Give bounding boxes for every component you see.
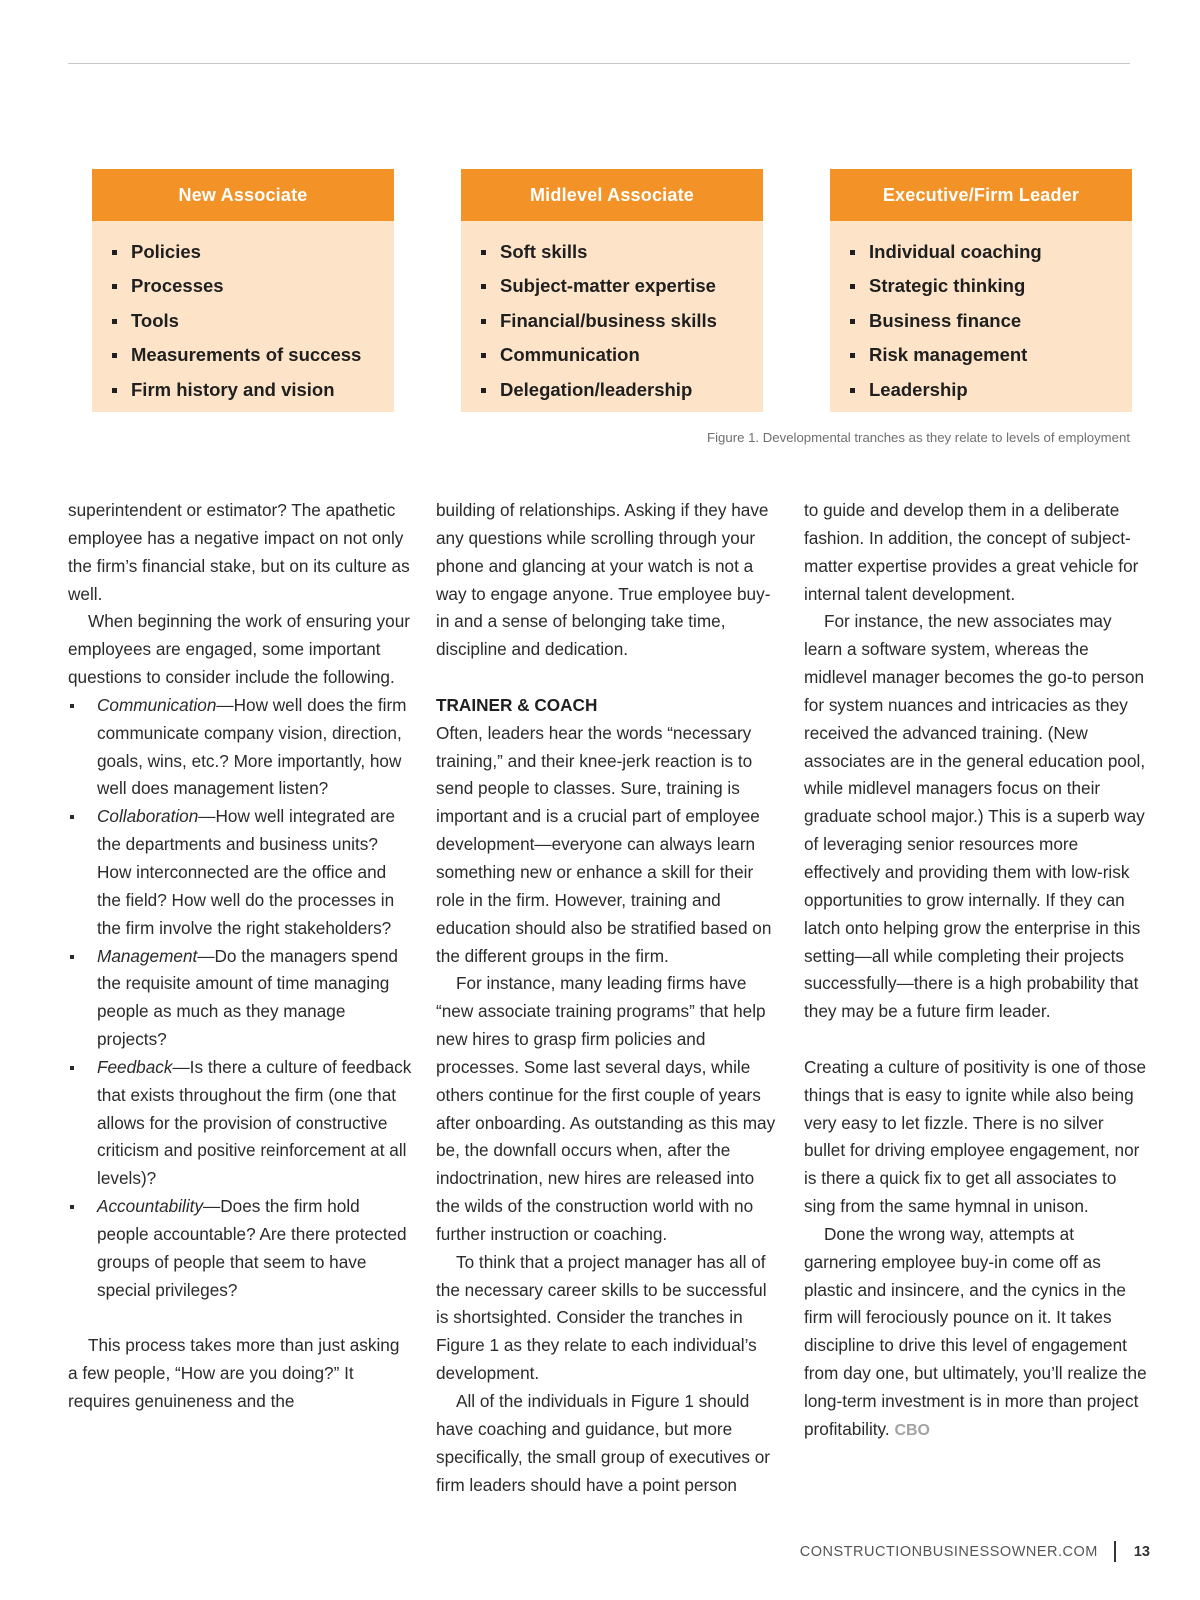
tier-item: Communication (481, 338, 763, 372)
tier-box-executive-leader (830, 169, 1132, 412)
question-bullet (68, 692, 413, 803)
bullet-text: —How well integrated are the departments and business units? How interconnected are the office and the field? How well do the processes in the firm involve the right stakeholders? (97, 806, 396, 938)
bullet-text: —How well does the firm communicate company vision, direction, goals, wins, etc.? More importantly, how well does management listen? (97, 694, 407, 799)
tier-title: New Associate (92, 169, 394, 221)
bullet-term: Communication (97, 694, 217, 715)
paragraph: To think that a project manager has all of the necessary career skills to be successful is shortsighted. Consider the tranches in Figure 1 as they relate to each individual’s development. (436, 1251, 767, 1384)
bullet-text: —Is there a culture of feedback that exists throughout the firm (one that allows for the provision of constructive criticism and positive reinforcement at all levels)? (97, 1056, 412, 1189)
section-heading: TRAINER & COACH (436, 694, 598, 715)
tier-item: Soft skills (481, 235, 763, 269)
spacer (804, 1026, 1149, 1054)
paragraph: All of the individuals in Figure 1 should have coaching and guidance, but more specifically, the small group of executives or firm leaders should have a point person (436, 1391, 771, 1495)
bullet-term: Collaboration (97, 806, 199, 827)
spacer (436, 664, 781, 692)
paragraph: Creating a culture of positivity is one of those things that is easy to ignite while also being very easy to let fizzle. There is no silver bullet for driving employee engagement, nor is there a quick fix to get all associates to sing from the same hymnal in unison. (804, 1056, 1147, 1217)
tier-item: Policies (112, 235, 394, 269)
text-column-2 (436, 497, 781, 1499)
tier-item: Strategic thinking (850, 269, 1132, 303)
tier-item: Tools (112, 304, 394, 338)
tier-title: Executive/Firm Leader (830, 169, 1132, 221)
paragraph: to guide and develop them in a deliberate fashion. In addition, the concept of subject-matter expertise provides a great vehicle for internal talent development. (804, 500, 1139, 604)
question-bullet (68, 803, 413, 942)
tier-item: Business finance (850, 304, 1132, 338)
tier-item: Leadership (850, 373, 1132, 407)
footer-divider (1114, 1541, 1116, 1562)
top-rule (68, 63, 1130, 64)
tier-item: Risk management (850, 338, 1132, 372)
tier-item: Processes (112, 269, 394, 303)
tier-title: Midlevel Associate (461, 169, 763, 221)
tier-list (830, 221, 1132, 407)
paragraph: Often, leaders hear the words “necessary training,” and their knee-jerk reaction is to send people to classes. Sure, training is important and is a crucial part of employee development—everyone can always learn something new or enhance a skill for their role in the firm. However, training and education should also be stratified based on the different groups in the firm. (436, 722, 772, 966)
question-bullet (68, 943, 413, 1054)
bullet-text: —Do the managers spend the requisite amount of time managing people as much as they manage projects? (97, 945, 398, 1050)
paragraph: superintendent or estimator? The apathetic employee has a negative impact on not only the firm’s financial stake, but on its culture as well. (68, 500, 410, 604)
tier-item: Delegation/leadership (481, 373, 763, 407)
tier-box-midlevel-associate (461, 169, 763, 412)
tier-list (461, 221, 763, 407)
bullet-term: Feedback (97, 1056, 173, 1077)
bullet-term: Management (97, 945, 198, 966)
text-column-3 (804, 497, 1149, 1445)
figure-caption: Figure 1. Developmental tranches as they relate to levels of employment (707, 430, 1130, 445)
tier-item: Individual coaching (850, 235, 1132, 269)
bullet-term: Accountability (97, 1196, 204, 1217)
text-column-1 (68, 497, 413, 1416)
question-bullet (68, 1054, 413, 1193)
cbo-signoff: CBO (894, 1421, 930, 1439)
paragraph-text: Done the wrong way, attempts at garnering employee buy-in come off as plastic and insincere, and the cynics in the firm will ferociously pounce on it. It takes discipline to drive this level of engagement from day one, but ultimately, you’ll realize the long-term investment is in more than project profitability. (804, 1223, 1147, 1439)
page-number: 13 (1133, 1543, 1150, 1560)
paragraph (804, 1221, 1149, 1445)
question-bullet (68, 1193, 413, 1304)
paragraph: For instance, many leading firms have “new associate training programs” that help new hires to grasp firm policies and processes. Some last several days, while others continue for the first couple of years after onboarding. As outstanding as this may be, the downfall occurs when, after the indoctrination, new hires are released into the wilds of the construction world with no further instruction or coaching. (436, 973, 776, 1244)
paragraph: When beginning the work of ensuring your employees are engaged, some important questions to consider include the following. (68, 611, 410, 688)
paragraph: building of relationships. Asking if they have any questions while scrolling through your phone and glancing at your watch is not a way to engage anyone. True employee buy-in and a sense of belonging take time, discipline and dedication. (436, 500, 771, 660)
tier-list (92, 221, 394, 407)
tier-box-new-associate (92, 169, 394, 412)
tier-item: Financial/business skills (481, 304, 763, 338)
tier-item: Subject-matter expertise (481, 269, 763, 303)
tier-item: Firm history and vision (112, 373, 394, 407)
paragraph: For instance, the new associates may learn a software system, whereas the midlevel manager becomes the go-to person for system nuances and intricacies as they received the advanced training. (New associates are in the general education pool, while midlevel managers focus on their graduate school major.) This is a superb way of leveraging senior resources more effectively and providing them with low-risk opportunities to grow internally. If they can latch onto helping grow the enterprise in this setting—all while completing their projects successfully—there is a high probability that they may be a future firm leader. (804, 611, 1146, 1022)
footer-site-link[interactable]: CONSTRUCTIONBUSINESSOWNER.COM (799, 1543, 1098, 1560)
paragraph: This process takes more than just asking a few people, “How are you doing?” It requires genuineness and the (68, 1335, 400, 1411)
spacer (68, 1304, 413, 1332)
tier-item: Measurements of success (112, 338, 394, 372)
bullet-text: —Does the firm hold people accountable? Are there protected groups of people that seem to have special privileges? (97, 1196, 407, 1300)
page-footer (800, 1541, 1150, 1562)
